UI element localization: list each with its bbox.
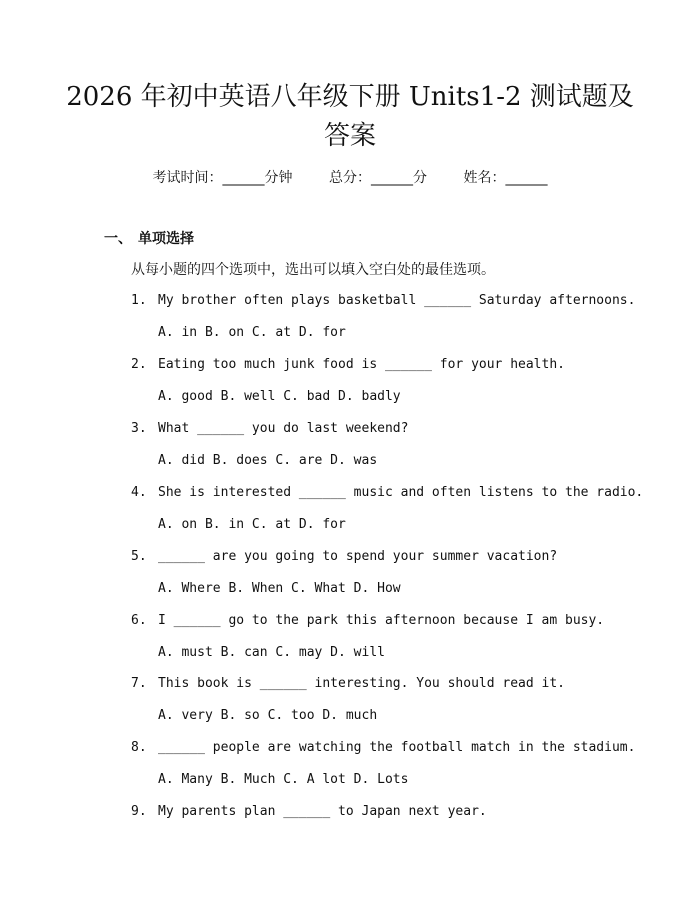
question-number: 9. bbox=[131, 804, 147, 820]
question-text: My parents plan ______ to Japan next year. bbox=[158, 804, 487, 820]
question-number: 1. bbox=[131, 293, 147, 308]
question-number: 5. bbox=[131, 548, 147, 564]
question-text: I ______ go to the park this afternoon because I am busy. bbox=[158, 612, 605, 628]
total-score-field: 总分：______分 bbox=[329, 170, 427, 186]
exam-title: 2026 年初中英语八年级下册 Units1-2 测试题及答案 bbox=[66, 82, 634, 151]
question-text: My brother often plays basketball ______ Saturday afternoons. bbox=[158, 293, 636, 308]
answer-options: A. did B. does C. are D. was bbox=[158, 452, 378, 468]
exam-meta bbox=[0, 168, 700, 188]
question-number: 3. bbox=[131, 420, 147, 436]
exam-time-field: 考试时间：______分钟 bbox=[152, 170, 293, 186]
question-text: What ______ you do last weekend? bbox=[158, 420, 409, 436]
question-text: This book is ______ interesting. You should read it. bbox=[158, 676, 565, 692]
section-heading bbox=[104, 229, 194, 249]
question-number: 7. bbox=[131, 676, 147, 692]
question-text: Eating too much junk food is ______ for your health. bbox=[158, 356, 565, 372]
question-text: She is interested ______ music and often listens to the radio. bbox=[158, 484, 644, 500]
question-number: 2. bbox=[131, 356, 147, 372]
question-text: ______ are you going to spend your summer vacation? bbox=[158, 548, 558, 564]
student-name-field: 姓名：______ bbox=[463, 170, 548, 186]
question-text: ______ people are watching the football match in the stadium. bbox=[158, 740, 636, 756]
answer-options: A. Where B. When C. What D. How bbox=[158, 580, 401, 596]
question-number: 6. bbox=[131, 612, 147, 628]
answer-options: A. very B. so C. too D. much bbox=[158, 708, 378, 724]
question-number: 4. bbox=[131, 484, 147, 500]
answer-options: A. in B. on C. at D. for bbox=[158, 325, 346, 340]
answer-options: A. Many B. Much C. A lot D. Lots bbox=[158, 772, 409, 788]
answer-options: A. good B. well C. bad D. badly bbox=[158, 388, 401, 404]
answer-options: A. on B. in C. at D. for bbox=[158, 516, 346, 532]
section-instruction: 从每小题的四个选项中，选出可以填入空白处的最佳选项。 bbox=[131, 262, 495, 278]
section-number: 一、 bbox=[104, 231, 132, 247]
section-title: 单项选择 bbox=[138, 231, 194, 247]
question-number: 8. bbox=[131, 740, 147, 756]
answer-options: A. must B. can C. may D. will bbox=[158, 644, 385, 660]
